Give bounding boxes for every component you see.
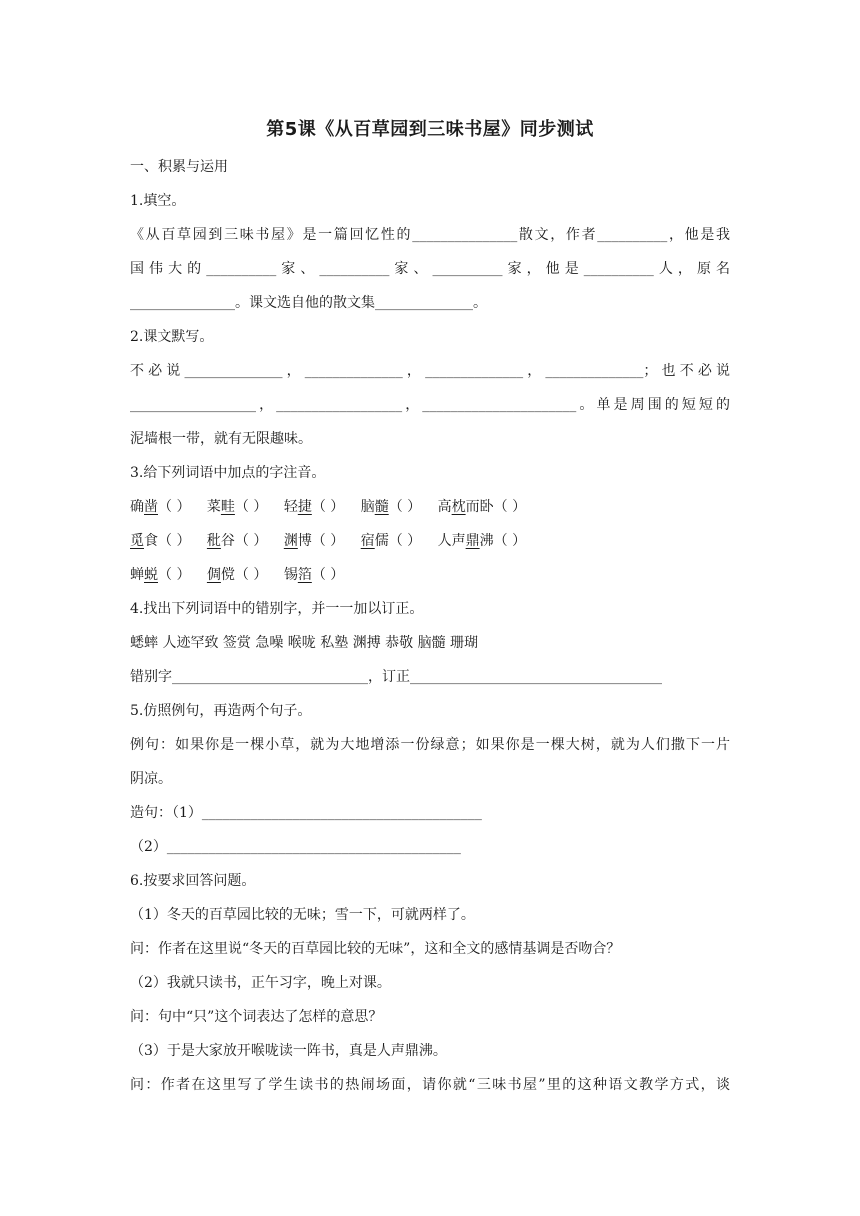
pinyin-item: 高枕而卧（ ）	[437, 499, 527, 515]
pinyin-row-3	[130, 565, 730, 585]
question-6-heading: 6.按要求回答问题。	[130, 873, 256, 889]
question-1-line-2: 国伟大的__________家、__________家、__________家，他是__________人，原名	[130, 261, 730, 277]
question-5-example-line-2: 阴凉。	[130, 771, 172, 787]
section-heading: 一、积累与运用	[130, 159, 228, 175]
pinyin-item: 轻捷（ ）	[283, 499, 345, 515]
pinyin-item: 秕谷（ ）	[206, 533, 268, 549]
pinyin-item: 确凿（ ）	[130, 499, 191, 515]
pinyin-item: 觅食（ ）	[130, 533, 191, 549]
pinyin-item: 宿儒（ ）	[360, 533, 422, 549]
question-3-heading: 3.给下列词语中加点的字注音。	[130, 465, 326, 481]
pinyin-item: 锡箔（ ）	[283, 567, 345, 583]
question-1-heading: 1.填空。	[130, 193, 186, 209]
question-2-line-2: __________________，__________________，______________________。单是周围的短短的	[130, 397, 730, 413]
question-6-ask-2: 问：句中“只”这个词表达了怎样的意思？	[130, 1009, 383, 1025]
question-2-line-3: 泥墙根一带，就有无限趣味。	[130, 431, 312, 447]
pinyin-item: 脑髓（ ）	[360, 499, 422, 515]
question-6-ask-3: 问：作者在这里写了学生读书的热闹场面，请你就“三味书屋”里的这种语文教学方式，谈	[130, 1077, 730, 1093]
pinyin-row-2	[130, 531, 730, 551]
question-6-ask-1: 问：作者在这里说“冬天的百草园比较的无味”，这和全文的感情基调是否吻合？	[130, 941, 621, 957]
question-6-sentence-3: （3）于是大家放开喉咙读一阵书，真是人声鼎沸。	[130, 1043, 447, 1059]
question-4-answer: 错别字____________________________，订正____________________________________	[130, 669, 662, 685]
pinyin-item: 渊博（ ）	[283, 533, 345, 549]
question-6-sentence-2: （2）我就只读书，正午习字，晚上对课。	[130, 975, 391, 991]
pinyin-item: 倜傥（ ）	[206, 567, 268, 583]
question-4-words: 蟋蟀 人迹罕致 签赏 急噪 喉咙 私塾 渊搏 恭敬 脑髓 珊瑚	[130, 635, 479, 651]
question-2-heading: 2.课文默写。	[130, 329, 214, 345]
question-5-make-2: （2）__________________________________________	[130, 839, 461, 855]
question-1-line-1: 《从百草园到三味书屋》是一篇回忆性的_______________散文，作者__________，他是我	[130, 227, 730, 243]
question-6-sentence-1: （1）冬天的百草园比较的无味；雪一下，可就两样了。	[130, 907, 475, 923]
question-5-make-1: 造句：（1）________________________________________	[130, 805, 482, 821]
pinyin-item: 蝉蜕（ ）	[130, 567, 191, 583]
question-4-heading: 4.找出下列词语中的错别字，并一一加以订正。	[130, 601, 424, 617]
pinyin-item: 人声鼎沸（ ）	[437, 533, 527, 549]
pinyin-row-1	[130, 497, 730, 517]
page-title: 第5课《从百草园到三味书屋》同步测试	[266, 119, 594, 140]
question-1-line-3: _______________。课文选自他的散文集______________。	[130, 295, 487, 311]
pinyin-item: 菜畦（ ）	[206, 499, 268, 515]
question-2-line-1: 不必说______________，______________，______________，______________；也不必说	[130, 363, 730, 379]
question-5-heading: 5.仿照例句，再造两个句子。	[130, 703, 312, 719]
question-5-example-line-1: 例句：如果你是一棵小草，就为大地增添一份绿意；如果你是一棵大树，就为人们撒下一片	[130, 737, 730, 753]
